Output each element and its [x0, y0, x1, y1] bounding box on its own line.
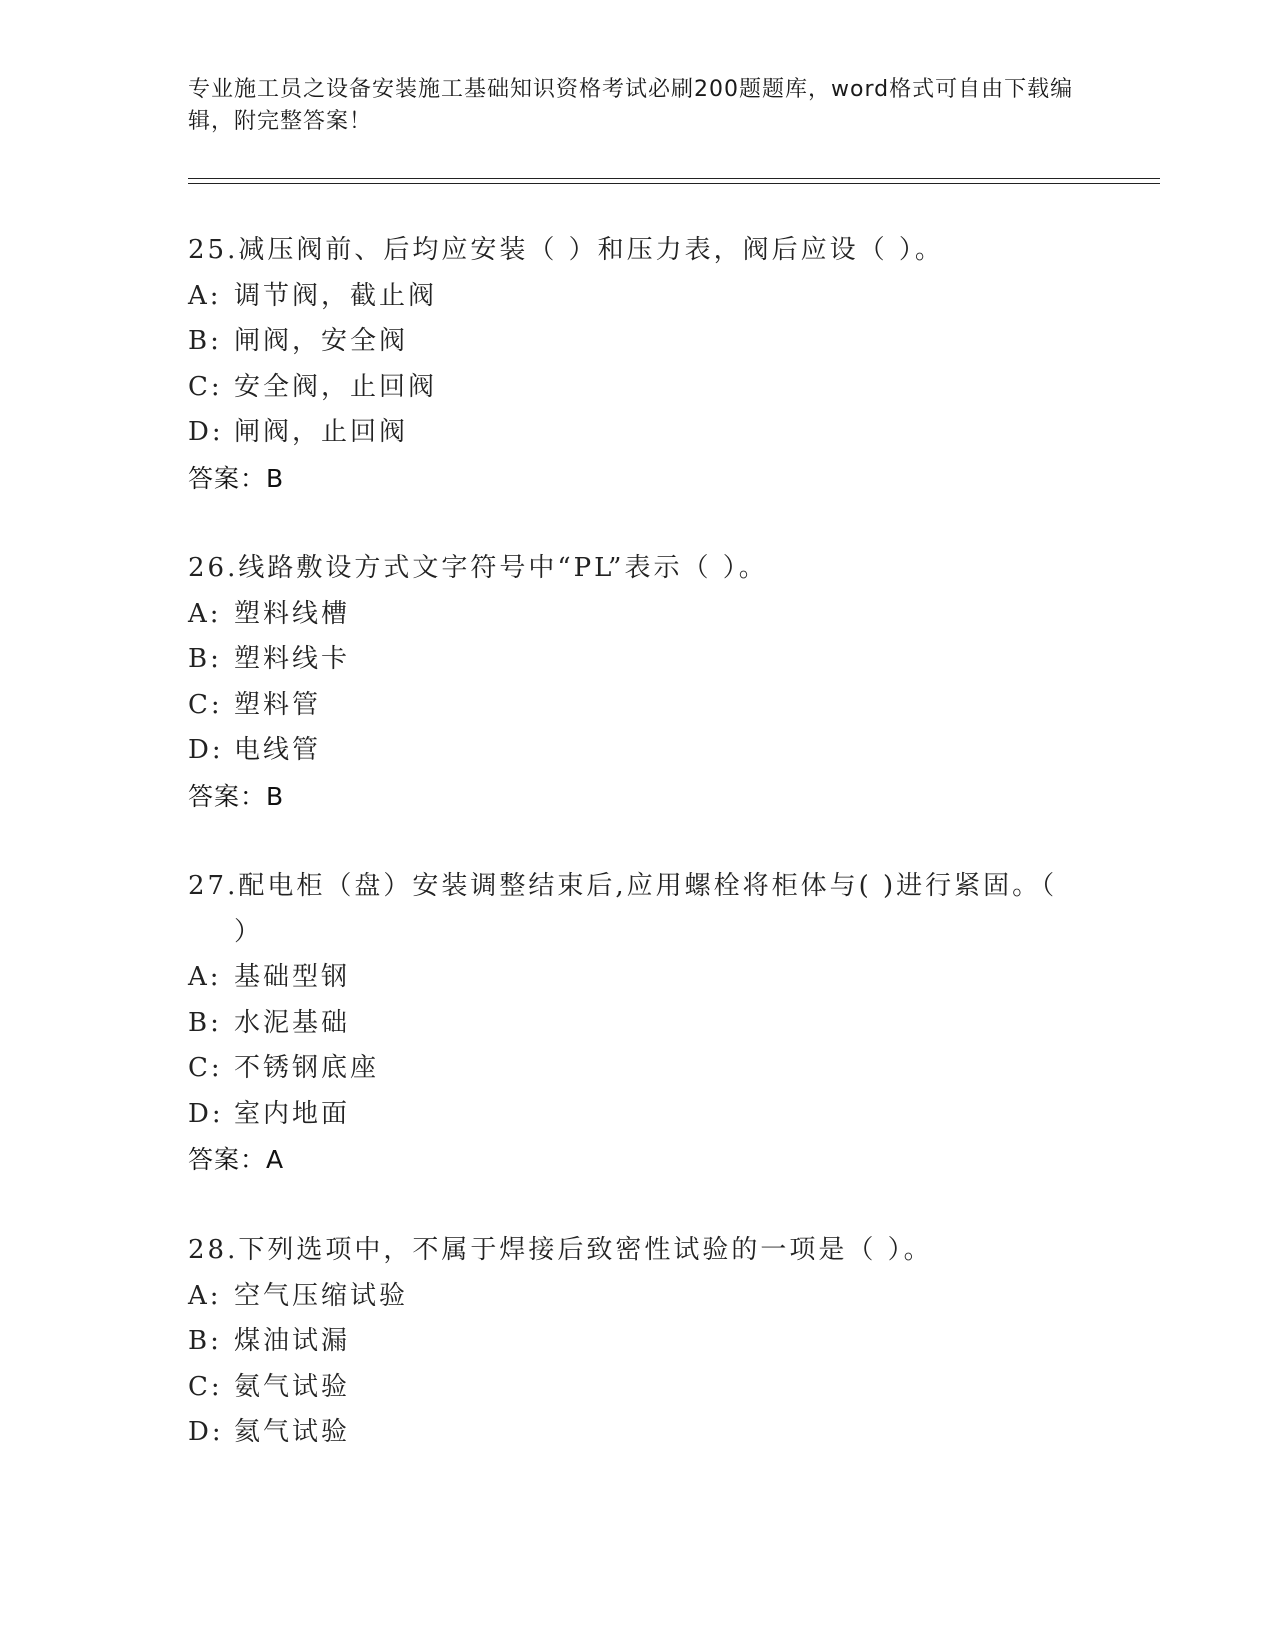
question-stem: 25.减压阀前、后均应安装（ ）和压力表，阀后应设（ ）。 — [188, 235, 944, 265]
option-text: 氦气试验 — [234, 1417, 351, 1447]
option-key: B: — [188, 1326, 222, 1356]
option-a — [188, 1274, 1088, 1320]
option-text: 电线管 — [234, 735, 322, 765]
option-text: 闸阀，止回阀 — [234, 417, 409, 447]
option-text: 空气压缩试验 — [234, 1280, 409, 1311]
option-text: 塑料管 — [234, 689, 322, 720]
option-text: 氨气试验 — [234, 1371, 351, 1402]
question-stem: 26.线路敷设方式文字符号中“PL”表示（ ）。 — [188, 553, 768, 583]
document-title: 专业施工员之设备安装施工基础知识资格考试必刷200题题库，word格式可自由下载编辑，附完整答案！ — [188, 77, 1074, 134]
option-key: A: — [188, 962, 222, 992]
option-key: D: — [188, 735, 224, 765]
answer-label: 答案：B — [188, 781, 285, 811]
option-text: 室内地面 — [234, 1098, 351, 1129]
option-b — [188, 637, 1088, 683]
option-key: C: — [188, 689, 223, 720]
option-key: C: — [188, 1371, 223, 1402]
question-25 — [188, 228, 1088, 501]
option-b — [188, 319, 1088, 365]
question-27 — [188, 864, 1088, 1183]
option-key: B: — [188, 1007, 222, 1038]
option-d — [188, 410, 1088, 456]
option-text: 水泥基础 — [234, 1007, 351, 1038]
option-b — [188, 1319, 1088, 1365]
option-key: A: — [188, 280, 222, 311]
option-key: D: — [188, 1098, 224, 1129]
option-text: 不锈钢底座 — [234, 1053, 380, 1083]
question-28 — [188, 1228, 1088, 1456]
title-divider-bottom — [188, 183, 1160, 184]
option-a — [188, 955, 1088, 1001]
option-key: C: — [188, 1053, 223, 1083]
option-text: 煤油试漏 — [234, 1326, 351, 1356]
option-key: D: — [188, 1417, 224, 1447]
option-key: C: — [188, 371, 223, 402]
option-d — [188, 1092, 1088, 1138]
option-key: A: — [188, 598, 222, 629]
option-a — [188, 592, 1088, 638]
option-c — [188, 683, 1088, 729]
option-key: B: — [188, 644, 222, 674]
question-stem-continued: ） — [234, 916, 264, 947]
question-26 — [188, 546, 1088, 819]
title-divider-top — [188, 178, 1160, 179]
question-stem: 27.配电柜（盘）安装调整结束后,应用螺栓将柜体与( )进行紧固。（ — [188, 871, 1058, 901]
option-a — [188, 274, 1088, 320]
question-stem: 28.下列选项中，不属于焊接后致密性试验的一项是（ ）。 — [188, 1235, 933, 1265]
option-text: 基础型钢 — [234, 962, 351, 992]
option-c — [188, 365, 1088, 411]
option-text: 安全阀，止回阀 — [234, 371, 438, 402]
option-d — [188, 1410, 1088, 1456]
answer-label: 答案：B — [188, 463, 285, 493]
option-text: 塑料线槽 — [234, 598, 351, 629]
option-key: A: — [188, 1280, 222, 1311]
answer-label: 答案：A — [188, 1145, 285, 1174]
option-c — [188, 1365, 1088, 1411]
option-key: D: — [188, 417, 224, 447]
option-text: 调节阀，截止阀 — [234, 280, 438, 311]
option-c — [188, 1046, 1088, 1092]
option-text: 塑料线卡 — [234, 644, 351, 674]
option-key: B: — [188, 326, 222, 356]
option-text: 闸阀，安全阀 — [234, 326, 409, 356]
option-d — [188, 728, 1088, 774]
option-b — [188, 1001, 1088, 1047]
